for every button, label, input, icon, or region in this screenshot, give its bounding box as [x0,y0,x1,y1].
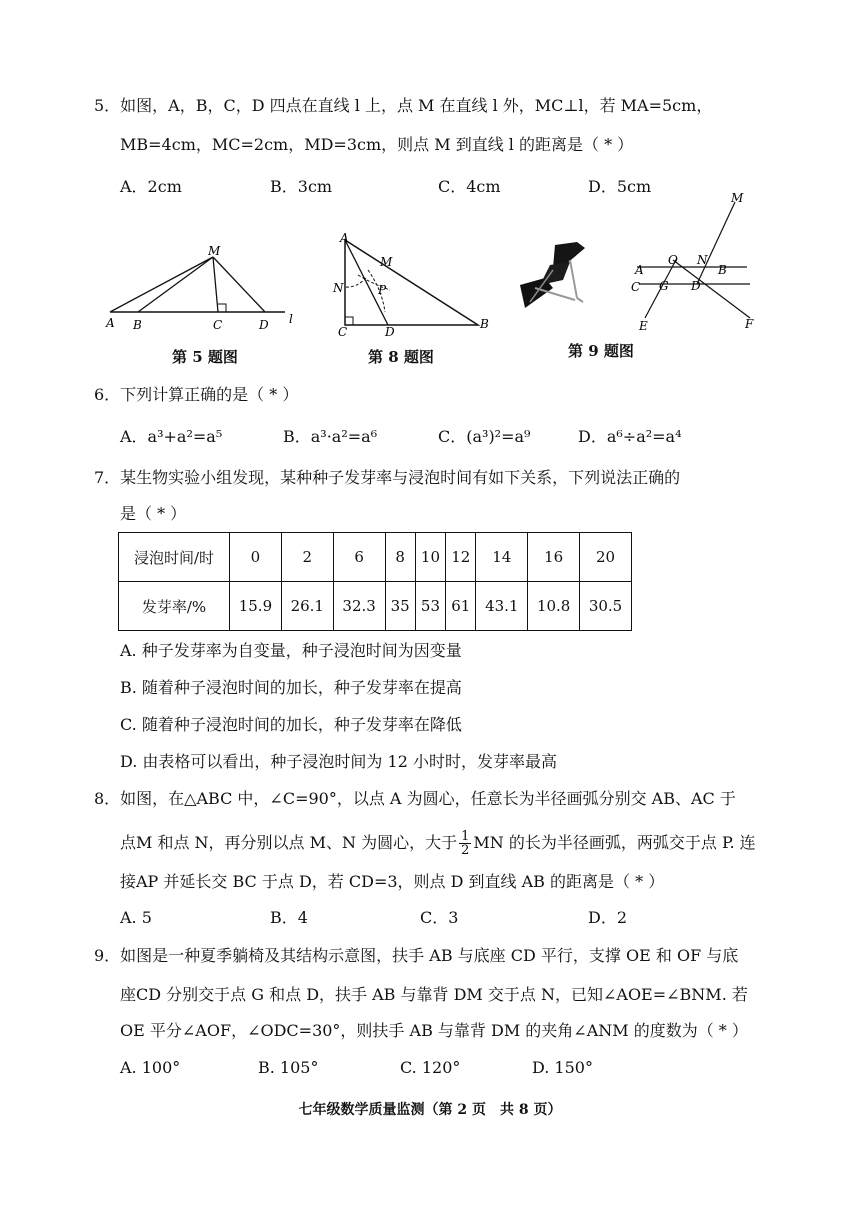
fig5-label-d: D [259,318,269,332]
table-cell: 2 [281,533,333,582]
table-cell: 0 [230,533,282,582]
fig8-label-b: B [480,317,489,331]
page-footer: 七年级数学质量监测（第 2 页 共 8 页） [298,1102,562,1118]
q6-line: 6．下列计算正确的是（ * ） [94,385,299,404]
q9-option-c: C. 120° [400,1058,461,1077]
fig5-label-a: A [106,316,115,330]
q5-line2: MB=4cm，MC=2cm，MD=3cm，则点 M 到直线 l 的距离是（ * ） [120,135,634,154]
fig9-label-o: O [668,253,678,267]
q9-line1: 9．如图是一种夏季躺椅及其结构示意图，扶手 AB 与底座 CD 平行，支撑 OE 和 OF 与底 [94,946,739,965]
q6-option-b: B．a³·a²=a⁶ [283,427,378,446]
figure-5-caption: 第 5 题图 [172,348,238,366]
fig9-label-g: G [659,279,669,293]
q8-line2-start: 点M 和点 N，再分别以点 M、N 为圆心，大于 [120,833,458,852]
q7-line2: 是（ * ） [120,504,187,523]
fig8-label-c: C [338,325,348,339]
q8-option-a: A. 5 [120,908,152,927]
q9-line3: OE 平分∠AOF，∠ODC=30°，则扶手 AB 与靠背 DM 的夹角∠ANM 的度数为（ * ） [120,1021,748,1040]
figure-8-caption: 第 8 题图 [368,348,434,366]
q5-option-d: D．5cm [588,177,652,196]
fig9-label-m: M [731,191,744,205]
q7-option-c: C. 随着种子浸泡时间的加长，种子发芽率在降低 [120,715,462,734]
figure-9-caption: 第 9 题图 [568,342,634,360]
q8-option-c: C．3 [420,908,459,927]
fig9-label-e: E [639,319,648,333]
fig5-label-l: l [289,312,293,326]
fraction-one-half [459,830,471,857]
table-row [119,582,632,631]
q5-option-a: A．2cm [120,177,182,196]
q6-option-c: C．(a³)²=a⁹ [438,427,531,446]
q5-line1: 5．如图，A，B，C，D 四点在直线 l 上，点 M 在直线 l 外，MC⊥l，若 MA=5cm， [94,96,713,115]
fig9-label-c: C [631,280,641,294]
fig8-label-d: D [385,325,395,339]
table-cell: 10 [415,533,445,582]
table-header-soak-time: 浸泡时间/时 [119,533,230,582]
fig8-label-p: P [378,283,387,297]
figure-5-diagram [100,245,300,335]
fig5-label-b: B [133,318,142,332]
table-cell: 10.8 [528,582,580,631]
figure-8-diagram [330,230,495,340]
q9-line2: 座CD 分别交于点 G 和点 D，扶手 AB 与靠背 DM 交于点 N，已知∠AOE=∠BNM. 若 [120,985,748,1004]
table-cell: 12 [446,533,476,582]
q8-line2-end: MN 的长为半径画弧，两弧交于点 P. 连 [473,833,756,852]
q8-line1: 8．如图，在△ABC 中，∠C=90°，以点 A 为圆心，任意长为半径画弧分别交 AB、AC 于 [94,789,736,808]
fig9-label-d: D [691,279,701,293]
q6-option-d: D．a⁶÷a²=a⁴ [578,427,682,446]
table-row [119,533,632,582]
fig5-label-c: C [213,318,223,332]
fraction-numerator: 1 [461,829,470,844]
q9-option-a: A. 100° [120,1058,181,1077]
table-cell: 15.9 [230,582,282,631]
q8-option-b: B．4 [270,908,308,927]
table-cell: 16 [528,533,580,582]
q8-line2 [120,830,756,857]
table-cell: 30.5 [580,582,632,631]
table-cell: 35 [385,582,415,631]
q5-option-c: C．4cm [438,177,501,196]
fraction-denominator: 2 [461,843,470,858]
table-header-germination-rate: 发芽率/% [119,582,230,631]
table-cell: 32.3 [333,582,385,631]
fig9-label-f: F [745,317,754,331]
fig5-label-m: M [208,245,221,258]
fig9-label-n: N [697,253,708,267]
table-cell: 8 [385,533,415,582]
table-cell: 6 [333,533,385,582]
germination-table [118,532,632,631]
q7-option-d: D. 由表格可以看出，种子浸泡时间为 12 小时时，发芽率最高 [120,752,557,771]
figure-9-chair-photo [515,240,615,315]
table-cell: 43.1 [476,582,528,631]
figure-9-diagram [625,190,765,335]
table-cell: 53 [415,582,445,631]
table-cell: 26.1 [281,582,333,631]
fig8-label-m: M [380,255,393,269]
q7-option-a: A. 种子发芽率为自变量，种子浸泡时间为因变量 [120,641,462,660]
q6-option-a: A．a³+a²=a⁵ [120,427,223,446]
fig9-label-a: A [635,263,644,277]
table-cell: 61 [446,582,476,631]
q8-line3: 接AP 并延长交 BC 于点 D，若 CD=3，则点 D 到直线 AB 的距离是（ * ） [120,872,665,891]
q9-option-b: B. 105° [258,1058,319,1077]
q7-line1: 7．某生物实验小组发现，某种种子发芽率与浸泡时间有如下关系，下列说法正确的 [94,468,681,487]
q8-option-d: D．2 [588,908,628,927]
q7-option-b: B. 随着种子浸泡时间的加长，种子发芽率在提高 [120,678,462,697]
fig8-label-n: N [333,281,344,295]
table-cell: 14 [476,533,528,582]
q9-option-d: D. 150° [532,1058,593,1077]
fig8-label-a: A [340,231,349,245]
q5-option-b: B．3cm [270,177,333,196]
table-cell: 20 [580,533,632,582]
fig9-label-b: B [718,263,727,277]
